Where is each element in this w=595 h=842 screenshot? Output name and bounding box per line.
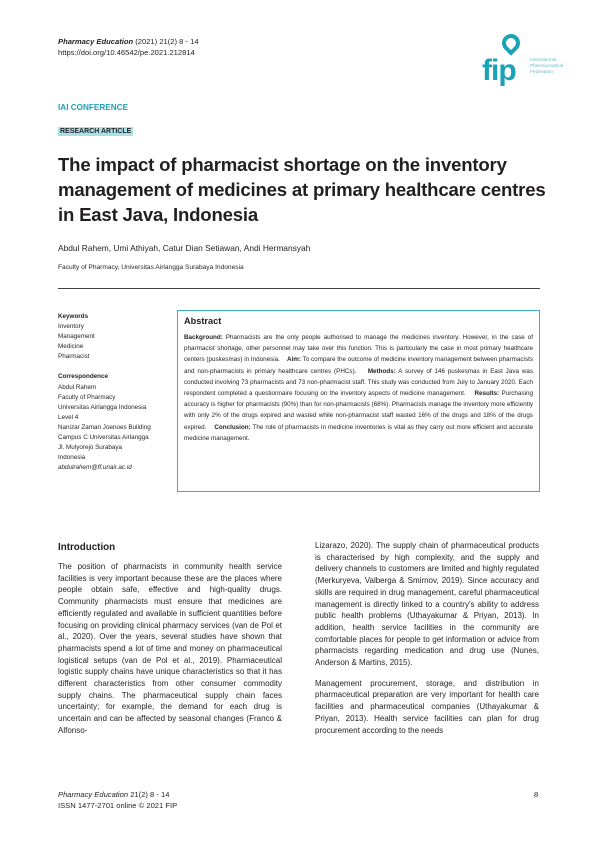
correspondence-line: Abdul Rahem <box>58 383 97 391</box>
conclusion-label: Conclusion: <box>214 423 251 431</box>
correspondence-line: Campus C Universitas Airlangga <box>58 434 149 442</box>
article-type-badge: RESEARCH ARTICLE <box>60 128 132 135</box>
body-column-right <box>315 540 539 745</box>
body-paragraph: Lizarazo, 2020). The supply chain of pharmaceutical products is characterised by high complexity, and the supply and delivery channels to customers are limited and highly regulated (Merkuryeva, Valberga & Smirnov, 2019). Since accuracy and skills are required in drug management, careful pharmaceutical management is directly linked to a country's ability to address public health problems (Uthayakumar & Priyan, 2013). In addition, health service facilities in the community are comfortable places for people to get information or advice from pharmacists regarding medication and drug use (Nunes, Anderson & Martins, 2015). <box>315 541 539 668</box>
author-list: Abdul Rahem, Umi Athiyah, Catur Dian Setiawan, Andi Hermansyah <box>58 243 311 253</box>
correspondence-line: Level 4 <box>58 413 79 421</box>
keyword-item: Management <box>58 333 95 341</box>
page-number: 8 <box>534 790 539 799</box>
sidebar <box>58 312 176 473</box>
body-paragraph: Management procurement, storage, and distribution in pharmaceutical preparation are very important for health care facilities and pharmaceutical companies (Uthayakumar & Priyan, 2013). Health service facilities can plan for drug procurement according to the needs <box>315 678 539 735</box>
keyword-item: Pharmacist <box>58 353 90 361</box>
aim-text: To compare the outcome of medicine inventory management between pharmacists and non-pharmacists in primary healthcare centres (PHCs). <box>184 356 533 375</box>
correspondence-email-link[interactable]: abdulrahem@ff.unair.ac.id <box>58 464 132 472</box>
body-column-left <box>58 540 282 746</box>
results-text: Purchasing accuracy is higher for pharmacists (90%) than for non-pharmacists (68%). Pharmacists manage the inventory more efficiently with only 2% of the drugs expired and wasted while non-pharmacist staff wasted 16% of the drugs and 18% of the drugs expired. <box>184 390 533 431</box>
methods-text: A survey of 146 puskesmas in East Java was conducted involving 73 pharmacists and 73 non-pharmacist staff. This study was conducted from July to January 2020. Each respondent completed a questionnaire focusing on the inventory aspects of medicine management. <box>184 367 534 398</box>
correspondence-line: Indonesia <box>58 454 86 462</box>
correspondence-line: Nanizar Zaman Joenoes Building <box>58 423 151 431</box>
running-header <box>58 36 199 58</box>
header-journal: Pharmacy Education <box>58 37 134 46</box>
correspondence-line: Jl. Mulyorejo Surabaya <box>58 444 123 452</box>
fip-logo <box>482 34 564 87</box>
results-label: Results: <box>474 390 500 398</box>
fip-logo-tagline: International Pharmaceutical Federation <box>530 58 564 75</box>
footer-journal: Pharmacy Education <box>58 790 129 799</box>
keyword-item: Inventory <box>58 323 84 331</box>
affiliation: Faculty of Pharmacy, Universitas Airlangga Surabaya Indonesia <box>58 264 244 271</box>
abstract-text <box>184 332 533 444</box>
keyword-item: Medicine <box>58 343 84 351</box>
location-pin-icon <box>498 30 523 55</box>
conclusion-text: The role of pharmacists in medicine inventories is vital as they carry out more efficient and accurate medicine management. <box>184 423 533 442</box>
correspondence-line: Universitas Airlangga Indonesia <box>58 403 147 411</box>
running-footer <box>58 790 177 811</box>
methods-label: Methods: <box>367 367 396 375</box>
header-divider <box>58 288 540 289</box>
conference-label: IAI CONFERENCE <box>58 103 129 112</box>
keywords-heading: Keywords <box>58 313 89 320</box>
article-title: The impact of pharmacist shortage on the inventory management of medicines at primary healthcare centres in East Java, Indonesia <box>58 154 546 225</box>
background-text: Pharmacists are the only people authorised to manage the medicines inventory. However, in the case of pharmacist shortage, other personnel may take over this function. This is particularly the case in most primary healthcare centers (puskesmas) in Indonesia. <box>184 334 533 364</box>
footer-issn: ISSN 1477-2701 online © 2021 FIP <box>58 800 178 810</box>
aim-label: Aim: <box>286 356 301 364</box>
footer-citation: 21(2) 8 - 14 <box>128 790 170 799</box>
header-citation: (2021) 21(2) 8 - 14 <box>133 37 199 46</box>
header-doi-link[interactable]: https://doi.org/10.46542/pe.2021.212814 <box>58 48 195 57</box>
abstract-box <box>177 310 540 492</box>
introduction-heading: Introduction <box>58 542 116 553</box>
abstract-heading: Abstract <box>184 316 222 326</box>
correspondence-heading: Correspondence <box>58 373 109 381</box>
correspondence-line: Faculty of Pharmacy <box>58 393 116 401</box>
body-paragraph: The position of pharmacists in community health service facilities is very important because these are the places where people obtain safe, effective and high-quality drugs. Community pharmacists must ensure that medicines are efficiently regulated and available in sufficient quantities before focusing on providing clinical pharmacy services (van de Pol et al., 2020). Over the years, several studies have shown that pharmacists spend a lot of time and money on pharmaceutical logistical setups (van de Pol et al., 2019). Pharmaceutical logistic supply chains have unique characteristics so that it has different characteristics from other consumer commodity supply chains. The pharmaceutical supply chain faces uncertainty; for example, the demand for each drug is uncertain and can be affected by seasonal changes (Franco & Alfonso- <box>58 562 282 735</box>
background-label: Background: <box>184 334 223 341</box>
fip-logo-word: fip <box>482 54 516 87</box>
